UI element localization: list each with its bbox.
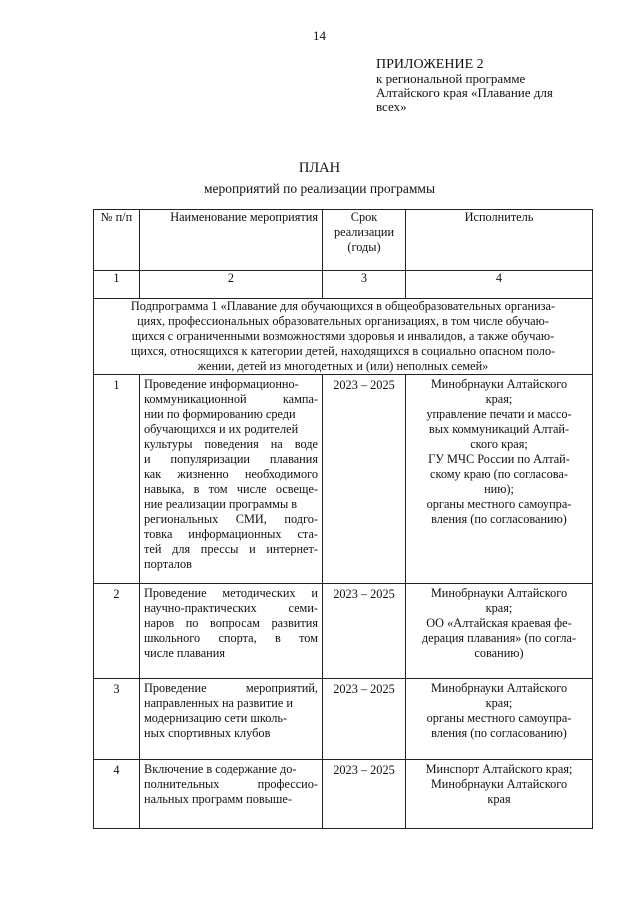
column-number-row bbox=[94, 271, 593, 299]
activity-line: обучающихся и их родителей bbox=[144, 422, 299, 436]
table-row bbox=[94, 584, 593, 679]
appendix-heading: ПРИЛОЖЕНИЕ 2 bbox=[376, 57, 484, 72]
table-row bbox=[94, 760, 593, 829]
activity-line: Проведение информационно- bbox=[144, 377, 299, 391]
executor-cell bbox=[406, 375, 593, 584]
header-no: № п/п bbox=[94, 210, 140, 271]
executor-line: органы местного самоупра- bbox=[426, 497, 572, 511]
executor-line: края bbox=[487, 792, 511, 806]
appendix-line: Алтайского края «Плавание для bbox=[376, 85, 553, 100]
executor-line: вления (по согласованию) bbox=[431, 512, 567, 526]
executor-cell bbox=[406, 584, 593, 679]
appendix-block bbox=[376, 58, 606, 114]
row-number: 4 bbox=[94, 760, 140, 829]
activity-line: региональных СМИ, подго- bbox=[144, 512, 318, 526]
activity-line: числе плавания bbox=[144, 646, 225, 660]
activity-name bbox=[140, 760, 323, 829]
header-term-line: реализации bbox=[333, 225, 395, 239]
document-title: ПЛАН bbox=[298, 160, 341, 176]
executor-line: края; bbox=[485, 696, 513, 710]
activity-line: тей для прессы и интернет- bbox=[144, 542, 318, 556]
header-term-line: (годы) bbox=[347, 240, 381, 254]
activity-line: полнительных профессио- bbox=[144, 777, 318, 791]
executor-line: Минобрнауки Алтайского bbox=[430, 777, 568, 791]
subprogram-title bbox=[94, 299, 593, 375]
table-row bbox=[94, 375, 593, 584]
activity-name bbox=[140, 375, 323, 584]
activity-line: порталов bbox=[144, 557, 192, 571]
executor-line: Минобрнауки Алтайского bbox=[430, 681, 568, 695]
executor-line: Минобрнауки Алтайского bbox=[430, 377, 568, 391]
activity-line: наров по вопросам развития bbox=[144, 616, 318, 630]
appendix-line: всех» bbox=[376, 99, 407, 114]
term-cell: 2023 – 2025 bbox=[323, 679, 406, 760]
executor-cell bbox=[406, 760, 593, 829]
activity-line: навыка, в том числе освеще- bbox=[144, 482, 318, 496]
activity-line: Включение в содержание до- bbox=[144, 762, 297, 776]
activity-line: ных спортивных клубов bbox=[144, 726, 271, 740]
page-number: 14 bbox=[313, 28, 326, 43]
row-number: 1 bbox=[94, 375, 140, 584]
subprogram-line: жении, детей из многодетных и (или) неполных семей» bbox=[197, 359, 489, 373]
activity-line: Проведение методических и bbox=[144, 586, 318, 600]
executor-line: вления (по согласованию) bbox=[431, 726, 567, 740]
activity-line: нальных программ повыше- bbox=[144, 792, 292, 806]
executor-line: ГУ МЧС России по Алтай- bbox=[428, 452, 570, 466]
header-executor: Исполнитель bbox=[406, 210, 593, 271]
activity-line: научно-практических семи- bbox=[144, 601, 318, 615]
plan-table bbox=[93, 209, 593, 829]
term-cell: 2023 – 2025 bbox=[323, 760, 406, 829]
executor-line: края; bbox=[485, 392, 513, 406]
activity-name bbox=[140, 679, 323, 760]
executor-line: ОО «Алтайская краевая фе- bbox=[426, 616, 572, 630]
executor-line: дерация плавания» (по согла- bbox=[421, 631, 577, 645]
header-term bbox=[323, 210, 406, 271]
row-number: 3 bbox=[94, 679, 140, 760]
column-number: 2 bbox=[140, 271, 323, 299]
term-cell: 2023 – 2025 bbox=[323, 375, 406, 584]
activity-line: ние реализации программы в bbox=[144, 497, 298, 511]
executor-line: управление печати и массо- bbox=[426, 407, 572, 421]
executor-line: вых коммуникаций Алтай- bbox=[428, 422, 570, 436]
executor-cell bbox=[406, 679, 593, 760]
subprogram-line: циях, профессиональных образовательных организациях, в том числе обучаю- bbox=[137, 314, 549, 328]
activity-line: Проведение мероприятий, bbox=[144, 681, 318, 695]
activity-line: и популяризации плавания bbox=[144, 452, 318, 466]
header-term-line: Срок bbox=[350, 210, 378, 224]
activity-line: модернизацию сети школь- bbox=[144, 711, 288, 725]
executor-line: Минспорт Алтайского края; bbox=[425, 762, 573, 776]
row-number: 2 bbox=[94, 584, 140, 679]
executor-line: нию); bbox=[484, 482, 514, 496]
activity-line: направленных на развитие и bbox=[144, 696, 293, 710]
subprogram-row bbox=[94, 299, 593, 375]
document-subtitle: мероприятий по реализации программы bbox=[203, 181, 436, 196]
executor-line: края; bbox=[485, 601, 513, 615]
executor-line: органы местного самоупра- bbox=[426, 711, 572, 725]
executor-line: скому краю (по согласова- bbox=[430, 467, 568, 481]
executor-line: сованию) bbox=[474, 646, 524, 660]
activity-name bbox=[140, 584, 323, 679]
activity-line: товка информационных ста- bbox=[144, 527, 318, 541]
executor-line: Минобрнауки Алтайского bbox=[430, 586, 568, 600]
executor-line: ского края; bbox=[470, 437, 528, 451]
activity-line: коммуникационной кампа- bbox=[144, 392, 318, 406]
term-cell: 2023 – 2025 bbox=[323, 584, 406, 679]
subprogram-line: щихся с ограниченными возможностями здоровья и инвалидов, а также обучаю- bbox=[131, 329, 555, 343]
table-header-row bbox=[94, 210, 593, 271]
subprogram-line: Подпрограмма 1 «Плавание для обучающихся в общеобразовательных организа- bbox=[130, 299, 556, 313]
column-number: 4 bbox=[406, 271, 593, 299]
appendix-line: к региональной программе bbox=[376, 71, 526, 86]
column-number: 3 bbox=[323, 271, 406, 299]
activity-line: культуры поведения на воде bbox=[144, 437, 318, 451]
subprogram-line: щихся, относящихся к категории детей, находящихся в социально опасном поло- bbox=[130, 344, 556, 358]
column-number: 1 bbox=[94, 271, 140, 299]
activity-line: нии по формированию среди bbox=[144, 407, 296, 421]
table-row bbox=[94, 679, 593, 760]
activity-line: школьного спорта, в том bbox=[144, 631, 318, 645]
activity-line: как жизненно необходимого bbox=[144, 467, 318, 481]
header-name: Наименование мероприятия bbox=[140, 210, 323, 271]
